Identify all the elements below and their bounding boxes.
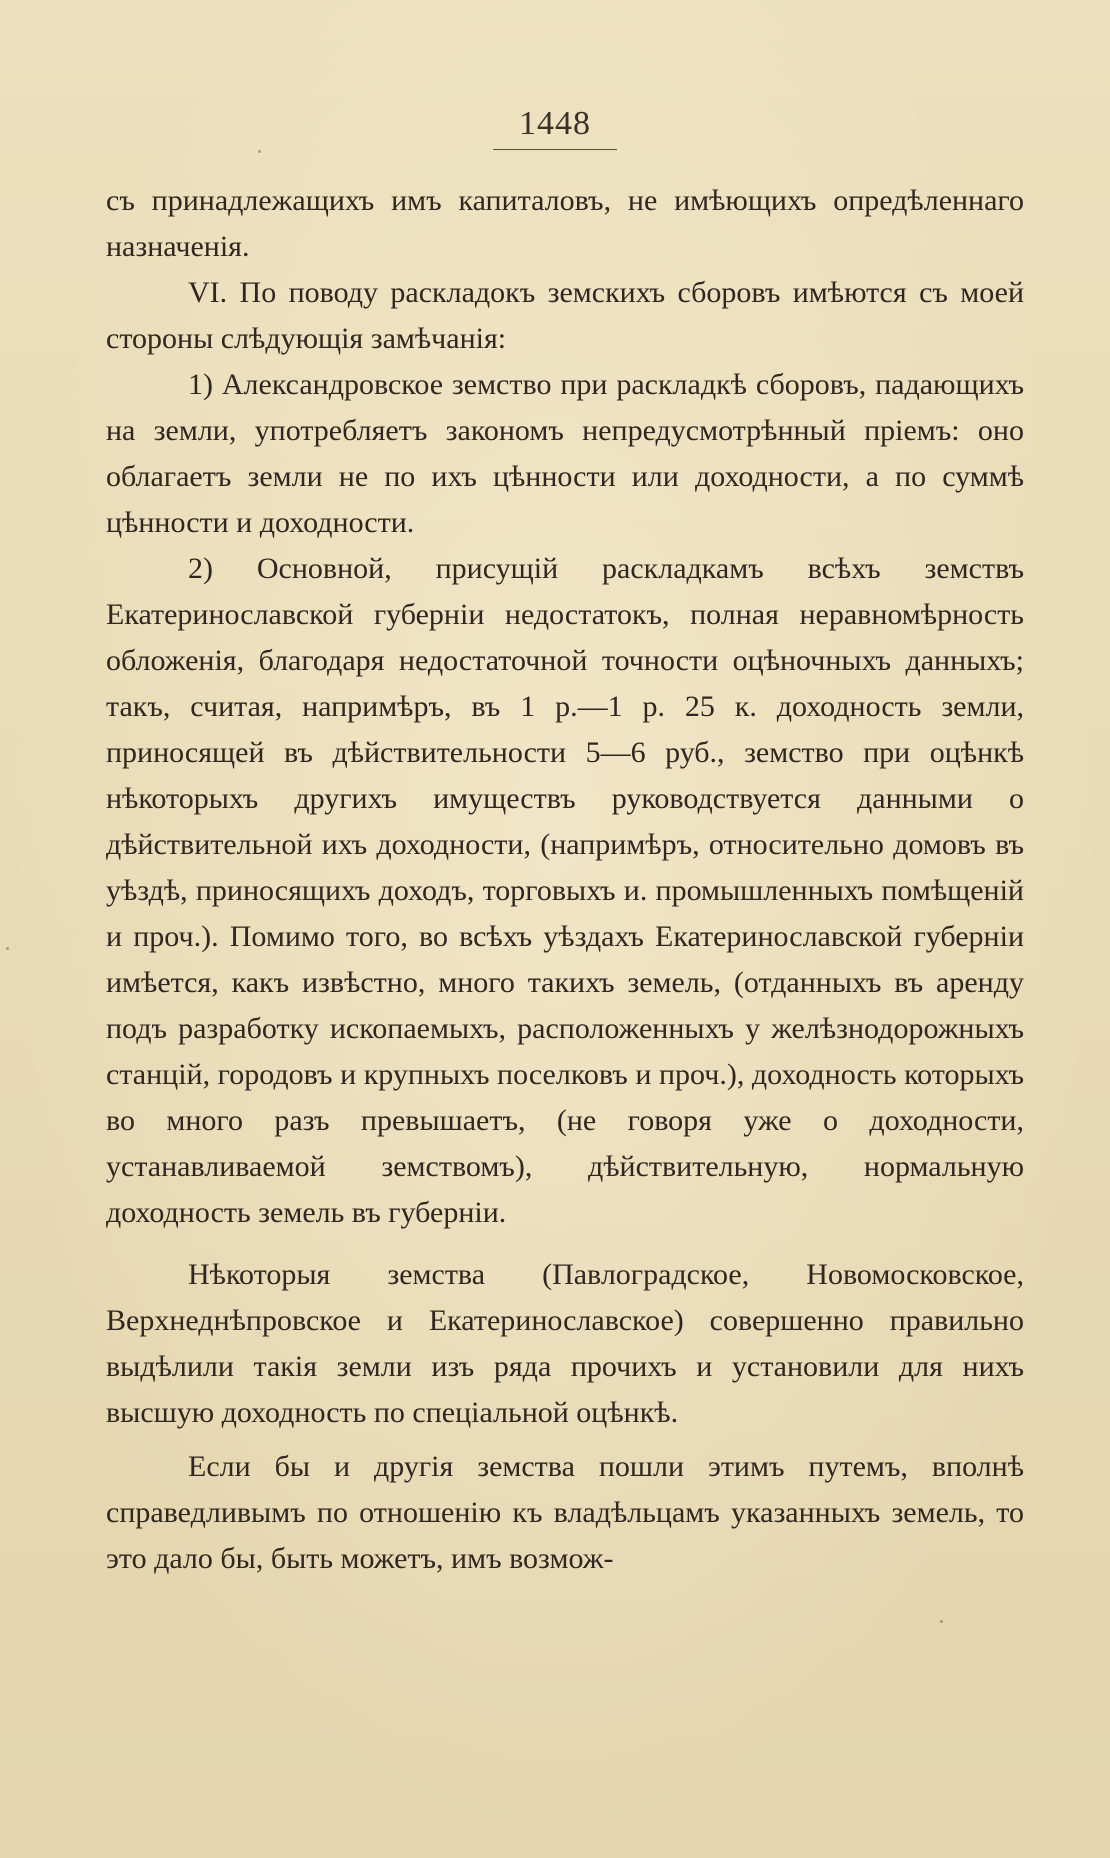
- paragraph-item-1: 1) Александровское земство при раскладкѣ сборовъ, падающихъ на земли, употребляетъ закономъ непредусмотрѣнный пріемъ: оно облагаетъ земли не по ихъ цѣнности или доходности, а по суммѣ цѣнности и доходности.: [106, 368, 1024, 539]
- page-number: 1448: [493, 104, 617, 150]
- paper-speck: [940, 1620, 943, 1623]
- paragraph-conclusion: Если бы и другія земства пошли этимъ путемъ, вполнѣ справедливымъ по отношенію къ владѣльцамъ указанныхъ земель, то это дало бы, быть можетъ, имъ возмож-: [106, 1450, 1024, 1575]
- paper-speck: [6, 947, 9, 950]
- paper-speck: [258, 150, 261, 153]
- page-header: [0, 104, 1110, 150]
- paragraph-zemstvos: Нѣкоторыя земства (Павлоградское, Новомосковское, Верхнеднѣпровское и Екатеринославское) совершенно правильно выдѣлили такія земли изъ ряда прочихъ и установили для нихъ высшую доходность по спеціальной оцѣнкѣ.: [106, 1258, 1024, 1429]
- paragraph-item-2: 2) Основной, присущій раскладкамъ всѣхъ земствъ Екатеринославской губерніи недостатокъ, полная неравномѣрность обложенія, благодаря недостаточной точности оцѣночныхъ данныхъ; такъ, считая, напримѣръ, въ 1 р.—1 р. 25 к. доходность земли, приносящей въ дѣйствительности 5—6 руб., земство при оцѣнкѣ нѣкоторыхъ другихъ имуществъ руководствуется данными о дѣйствительной ихъ доходности, (напримѣръ, относительно домовъ въ уѣздѣ, приносящихъ доходъ, торговыхъ и. промышленныхъ помѣщеній и проч.). Помимо того, во всѣхъ уѣздахъ Екатеринославской губерніи имѣется, какъ извѣстно, много такихъ земель, (отданныхъ въ аренду подъ разработку ископаемыхъ, расположенныхъ у желѣзнодорожныхъ станцій, городовъ и крупныхъ поселковъ и проч.), доходность которыхъ во много разъ превышаетъ, (не говоря уже о доходности, устанавливаемой земствомъ), дѣйствительную, нормальную доходность земель въ губерніи.: [106, 552, 1024, 1229]
- paragraph-continuation: съ принадлежащихъ имъ капиталовъ, не имѣющихъ опредѣленнаго назначенія.: [106, 184, 1024, 263]
- paragraph-section-vi: VI. По поводу раскладокъ земскихъ сборовъ имѣются съ моей стороны слѣдующія замѣчанія:: [106, 276, 1024, 355]
- document-body: [106, 178, 1024, 1582]
